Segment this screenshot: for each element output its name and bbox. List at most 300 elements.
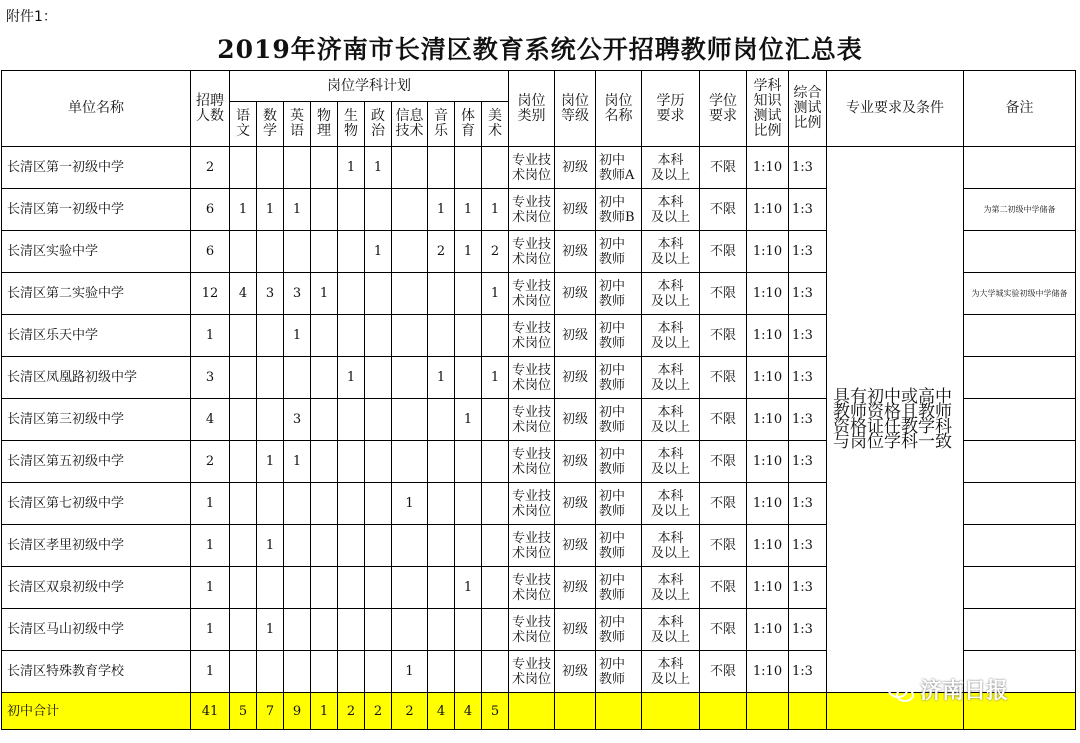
header-post-name: 岗位 名称 bbox=[596, 71, 642, 147]
degree-requirement: 不限 bbox=[700, 189, 747, 231]
post-type: 专业技 术岗位 bbox=[509, 315, 555, 357]
table-row bbox=[2, 147, 1076, 189]
post-name: 初中 教师 bbox=[596, 231, 642, 273]
subject-count bbox=[338, 441, 365, 483]
note-cell: 为第二初级中学储备 bbox=[964, 189, 1076, 231]
knowledge-test-ratio: 1:10 bbox=[747, 441, 789, 483]
unit-name: 长清区第一初级中学 bbox=[2, 147, 191, 189]
post-name: 初中 教师 bbox=[596, 651, 642, 693]
unit-name: 长清区特殊教育学校 bbox=[2, 651, 191, 693]
header-count: 招聘 人数 bbox=[191, 71, 230, 147]
subject-count bbox=[392, 525, 428, 567]
subject-count bbox=[311, 357, 338, 399]
subject-count bbox=[338, 399, 365, 441]
subject-count bbox=[428, 609, 455, 651]
subject-count bbox=[428, 483, 455, 525]
recruit-count: 1 bbox=[191, 651, 230, 693]
degree-requirement: 不限 bbox=[700, 483, 747, 525]
subject-count: 1 bbox=[455, 189, 482, 231]
knowledge-test-ratio: 1:10 bbox=[747, 315, 789, 357]
subject-count bbox=[284, 147, 311, 189]
subject-count: 3 bbox=[284, 399, 311, 441]
subject-count bbox=[428, 273, 455, 315]
subject-count bbox=[365, 609, 392, 651]
degree-requirement: 不限 bbox=[700, 315, 747, 357]
knowledge-test-ratio: 1:10 bbox=[747, 231, 789, 273]
subject-count bbox=[257, 483, 284, 525]
watermark-text: 济南日报 bbox=[920, 679, 1009, 704]
subject-count: 1 bbox=[311, 273, 338, 315]
note-cell bbox=[964, 231, 1076, 273]
total-subject-count: 1 bbox=[311, 693, 338, 730]
subject-count: 1 bbox=[365, 231, 392, 273]
total-subject-count: 4 bbox=[428, 693, 455, 730]
subject-count: 1 bbox=[284, 315, 311, 357]
overall-test-ratio: 1:3 bbox=[789, 399, 827, 441]
overall-test-ratio: 1:3 bbox=[789, 357, 827, 399]
subject-count bbox=[455, 273, 482, 315]
overall-test-ratio: 1:3 bbox=[789, 525, 827, 567]
subject-count bbox=[284, 525, 311, 567]
subject-count bbox=[428, 567, 455, 609]
note-cell bbox=[964, 147, 1076, 189]
subject-count bbox=[428, 399, 455, 441]
header-knowledge-ratio: 学科 知识 测试 比例 bbox=[747, 71, 789, 147]
subject-count: 1 bbox=[482, 357, 509, 399]
post-type: 专业技 术岗位 bbox=[509, 525, 555, 567]
post-name: 初中 教师 bbox=[596, 273, 642, 315]
overall-test-ratio: 1:3 bbox=[789, 651, 827, 693]
subject-count bbox=[311, 147, 338, 189]
recruit-count: 1 bbox=[191, 483, 230, 525]
education-requirement: 本科 及以上 bbox=[642, 441, 700, 483]
subject-count bbox=[311, 525, 338, 567]
subject-count bbox=[311, 483, 338, 525]
subject-count bbox=[392, 231, 428, 273]
subject-count: 1 bbox=[455, 567, 482, 609]
education-requirement: 本科 及以上 bbox=[642, 483, 700, 525]
subject-count bbox=[365, 651, 392, 693]
subject-count bbox=[428, 147, 455, 189]
subject-count bbox=[455, 651, 482, 693]
degree-requirement: 不限 bbox=[700, 567, 747, 609]
knowledge-test-ratio: 1:10 bbox=[747, 399, 789, 441]
subject-count bbox=[482, 399, 509, 441]
post-level: 初级 bbox=[555, 357, 596, 399]
note-cell bbox=[964, 483, 1076, 525]
header-requirements: 专业要求及条件 bbox=[827, 71, 964, 147]
note-cell bbox=[964, 357, 1076, 399]
overall-test-ratio: 1:3 bbox=[789, 483, 827, 525]
knowledge-test-ratio: 1:10 bbox=[747, 525, 789, 567]
post-type: 专业技 术岗位 bbox=[509, 231, 555, 273]
subject-count bbox=[284, 483, 311, 525]
unit-name: 长清区第五初级中学 bbox=[2, 441, 191, 483]
total-subject-count: 9 bbox=[284, 693, 311, 730]
attachment-label: 附件1： bbox=[6, 9, 57, 25]
post-name: 初中 教师 bbox=[596, 357, 642, 399]
total-empty-cell bbox=[509, 693, 555, 730]
header-plan: 岗位学科计划 bbox=[230, 71, 509, 102]
unit-name: 长清区乐天中学 bbox=[2, 315, 191, 357]
post-name: 初中 教师 bbox=[596, 567, 642, 609]
post-name: 初中 教师 bbox=[596, 483, 642, 525]
education-requirement: 本科 及以上 bbox=[642, 231, 700, 273]
education-requirement: 本科 及以上 bbox=[642, 525, 700, 567]
overall-test-ratio: 1:3 bbox=[789, 315, 827, 357]
subject-count bbox=[365, 525, 392, 567]
post-level: 初级 bbox=[555, 609, 596, 651]
degree-requirement: 不限 bbox=[700, 147, 747, 189]
subject-count: 1 bbox=[482, 189, 509, 231]
subject-count bbox=[311, 399, 338, 441]
subject-count bbox=[482, 609, 509, 651]
subject-count bbox=[311, 609, 338, 651]
total-empty-cell bbox=[642, 693, 700, 730]
recruit-count: 12 bbox=[191, 273, 230, 315]
degree-requirement: 不限 bbox=[700, 231, 747, 273]
header-subject: 体 育 bbox=[455, 102, 482, 147]
subject-count bbox=[230, 315, 257, 357]
subject-count bbox=[338, 483, 365, 525]
recruit-count: 4 bbox=[191, 399, 230, 441]
post-level: 初级 bbox=[555, 483, 596, 525]
note-cell bbox=[964, 315, 1076, 357]
total-empty-cell bbox=[700, 693, 747, 730]
post-type: 专业技 术岗位 bbox=[509, 483, 555, 525]
overall-test-ratio: 1:3 bbox=[789, 231, 827, 273]
subject-count: 1 bbox=[338, 357, 365, 399]
knowledge-test-ratio: 1:10 bbox=[747, 357, 789, 399]
post-level: 初级 bbox=[555, 525, 596, 567]
subject-count bbox=[365, 441, 392, 483]
degree-requirement: 不限 bbox=[700, 399, 747, 441]
header-subject: 数 学 bbox=[257, 102, 284, 147]
post-name: 初中 教师B bbox=[596, 189, 642, 231]
subject-count bbox=[257, 231, 284, 273]
post-name: 初中 教师A bbox=[596, 147, 642, 189]
recruit-count: 1 bbox=[191, 315, 230, 357]
total-subject-count: 2 bbox=[338, 693, 365, 730]
subject-count bbox=[230, 441, 257, 483]
total-label: 初中合计 bbox=[2, 693, 191, 730]
post-type: 专业技 术岗位 bbox=[509, 189, 555, 231]
subject-count bbox=[365, 315, 392, 357]
post-type: 专业技 术岗位 bbox=[509, 567, 555, 609]
note-cell: 为大学城实验初级中学储备 bbox=[964, 273, 1076, 315]
subject-count bbox=[392, 441, 428, 483]
subject-count bbox=[455, 441, 482, 483]
subject-count: 3 bbox=[257, 273, 284, 315]
total-empty-cell bbox=[596, 693, 642, 730]
subject-count bbox=[284, 609, 311, 651]
subject-count bbox=[230, 483, 257, 525]
subject-count bbox=[338, 273, 365, 315]
overall-test-ratio: 1:3 bbox=[789, 273, 827, 315]
post-name: 初中 教师 bbox=[596, 525, 642, 567]
note-cell bbox=[964, 441, 1076, 483]
subject-count bbox=[311, 441, 338, 483]
subject-count bbox=[392, 189, 428, 231]
recruit-count: 1 bbox=[191, 609, 230, 651]
post-name: 初中 教师 bbox=[596, 315, 642, 357]
post-type: 专业技 术岗位 bbox=[509, 609, 555, 651]
degree-requirement: 不限 bbox=[700, 357, 747, 399]
header-overall-ratio: 综合 测试 比例 bbox=[789, 71, 827, 147]
education-requirement: 本科 及以上 bbox=[642, 567, 700, 609]
header-subject: 音 乐 bbox=[428, 102, 455, 147]
total-subject-count: 5 bbox=[230, 693, 257, 730]
recruit-count: 3 bbox=[191, 357, 230, 399]
total-empty-cell bbox=[789, 693, 827, 730]
post-level: 初级 bbox=[555, 567, 596, 609]
post-level: 初级 bbox=[555, 273, 596, 315]
subject-count: 1 bbox=[392, 651, 428, 693]
post-level: 初级 bbox=[555, 147, 596, 189]
subject-count bbox=[230, 147, 257, 189]
education-requirement: 本科 及以上 bbox=[642, 147, 700, 189]
knowledge-test-ratio: 1:10 bbox=[747, 567, 789, 609]
subject-count bbox=[257, 147, 284, 189]
subject-count: 2 bbox=[482, 231, 509, 273]
education-requirement: 本科 及以上 bbox=[642, 399, 700, 441]
recruit-count: 2 bbox=[191, 147, 230, 189]
watermark bbox=[888, 674, 1008, 705]
total-empty-cell bbox=[555, 693, 596, 730]
subject-count bbox=[257, 567, 284, 609]
subject-count bbox=[284, 651, 311, 693]
unit-name: 长清区实验中学 bbox=[2, 231, 191, 273]
subject-count bbox=[230, 231, 257, 273]
post-level: 初级 bbox=[555, 651, 596, 693]
unit-name: 长清区孝里初级中学 bbox=[2, 525, 191, 567]
note-cell bbox=[964, 525, 1076, 567]
subject-count bbox=[392, 399, 428, 441]
subject-count bbox=[257, 357, 284, 399]
wechat-icon bbox=[888, 682, 914, 702]
subject-count bbox=[257, 315, 284, 357]
subject-count: 2 bbox=[428, 231, 455, 273]
unit-name: 长清区马山初级中学 bbox=[2, 609, 191, 651]
header-subject: 政 治 bbox=[365, 102, 392, 147]
subject-count bbox=[392, 357, 428, 399]
subject-count: 1 bbox=[428, 357, 455, 399]
unit-name: 长清区第三初级中学 bbox=[2, 399, 191, 441]
header-notes: 备注 bbox=[964, 71, 1076, 147]
subject-count bbox=[230, 399, 257, 441]
education-requirement: 本科 及以上 bbox=[642, 189, 700, 231]
subject-count bbox=[338, 609, 365, 651]
note-cell bbox=[964, 567, 1076, 609]
subject-count bbox=[482, 315, 509, 357]
post-type: 专业技 术岗位 bbox=[509, 273, 555, 315]
subject-count bbox=[338, 651, 365, 693]
total-subject-count: 5 bbox=[482, 693, 509, 730]
post-level: 初级 bbox=[555, 315, 596, 357]
post-name: 初中 教师 bbox=[596, 399, 642, 441]
subject-count bbox=[428, 525, 455, 567]
post-type: 专业技 术岗位 bbox=[509, 441, 555, 483]
subject-count bbox=[365, 273, 392, 315]
subject-count: 1 bbox=[230, 189, 257, 231]
knowledge-test-ratio: 1:10 bbox=[747, 147, 789, 189]
header-subject: 美 术 bbox=[482, 102, 509, 147]
subject-count bbox=[365, 189, 392, 231]
degree-requirement: 不限 bbox=[700, 609, 747, 651]
post-type: 专业技 术岗位 bbox=[509, 357, 555, 399]
subject-count bbox=[284, 231, 311, 273]
education-requirement: 本科 及以上 bbox=[642, 315, 700, 357]
post-type: 专业技 术岗位 bbox=[509, 399, 555, 441]
subject-count bbox=[257, 651, 284, 693]
subject-count bbox=[311, 315, 338, 357]
total-subject-count: 2 bbox=[365, 693, 392, 730]
header-subject: 生 物 bbox=[338, 102, 365, 147]
subject-count: 1 bbox=[284, 189, 311, 231]
subject-count: 3 bbox=[284, 273, 311, 315]
subject-count bbox=[482, 651, 509, 693]
note-cell bbox=[964, 399, 1076, 441]
header-unit: 单位名称 bbox=[2, 71, 191, 147]
recruit-count: 1 bbox=[191, 525, 230, 567]
overall-test-ratio: 1:3 bbox=[789, 567, 827, 609]
education-requirement: 本科 及以上 bbox=[642, 273, 700, 315]
total-subject-count: 4 bbox=[455, 693, 482, 730]
post-level: 初级 bbox=[555, 441, 596, 483]
subject-count bbox=[482, 567, 509, 609]
subject-count: 1 bbox=[455, 231, 482, 273]
degree-requirement: 不限 bbox=[700, 273, 747, 315]
subject-count bbox=[338, 525, 365, 567]
subject-count: 1 bbox=[365, 147, 392, 189]
note-cell bbox=[964, 609, 1076, 651]
subject-count bbox=[284, 357, 311, 399]
education-requirement: 本科 及以上 bbox=[642, 357, 700, 399]
subject-count bbox=[365, 399, 392, 441]
subject-count: 1 bbox=[257, 441, 284, 483]
subject-count: 1 bbox=[455, 399, 482, 441]
total-subject-count: 7 bbox=[257, 693, 284, 730]
post-type: 专业技 术岗位 bbox=[509, 147, 555, 189]
subject-count: 1 bbox=[257, 189, 284, 231]
subject-count: 1 bbox=[338, 147, 365, 189]
subject-count bbox=[230, 525, 257, 567]
subject-count bbox=[365, 357, 392, 399]
knowledge-test-ratio: 1:10 bbox=[747, 651, 789, 693]
knowledge-test-ratio: 1:10 bbox=[747, 483, 789, 525]
subject-count bbox=[311, 189, 338, 231]
total-subject-count: 2 bbox=[392, 693, 428, 730]
recruit-count: 1 bbox=[191, 567, 230, 609]
recruit-count: 6 bbox=[191, 189, 230, 231]
subject-count bbox=[365, 567, 392, 609]
subject-count bbox=[284, 567, 311, 609]
unit-name: 长清区第七初级中学 bbox=[2, 483, 191, 525]
header-education: 学历 要求 bbox=[642, 71, 700, 147]
total-empty-cell bbox=[747, 693, 789, 730]
knowledge-test-ratio: 1:10 bbox=[747, 189, 789, 231]
subject-count: 1 bbox=[392, 483, 428, 525]
recruit-count: 6 bbox=[191, 231, 230, 273]
knowledge-test-ratio: 1:10 bbox=[747, 609, 789, 651]
subject-count bbox=[428, 651, 455, 693]
degree-requirement: 不限 bbox=[700, 441, 747, 483]
subject-count bbox=[482, 525, 509, 567]
degree-requirement: 不限 bbox=[700, 525, 747, 567]
subject-count bbox=[482, 147, 509, 189]
subject-count: 1 bbox=[257, 609, 284, 651]
overall-test-ratio: 1:3 bbox=[789, 609, 827, 651]
requirements-cell: 具有初中或高中教师资格且教师资格证任教学科与岗位学科一致 bbox=[827, 147, 964, 693]
subject-count bbox=[230, 609, 257, 651]
degree-requirement: 不限 bbox=[700, 651, 747, 693]
unit-name: 长清区凤凰路初级中学 bbox=[2, 357, 191, 399]
subject-count bbox=[338, 231, 365, 273]
recruit-count: 2 bbox=[191, 441, 230, 483]
header-subject: 英 语 bbox=[284, 102, 311, 147]
knowledge-test-ratio: 1:10 bbox=[747, 273, 789, 315]
unit-name: 长清区第二实验中学 bbox=[2, 273, 191, 315]
subject-count bbox=[455, 315, 482, 357]
subject-count: 4 bbox=[230, 273, 257, 315]
education-requirement: 本科 及以上 bbox=[642, 609, 700, 651]
subject-count bbox=[230, 357, 257, 399]
subject-count bbox=[365, 483, 392, 525]
post-level: 初级 bbox=[555, 189, 596, 231]
overall-test-ratio: 1:3 bbox=[789, 189, 827, 231]
subject-count bbox=[311, 567, 338, 609]
post-type: 专业技 术岗位 bbox=[509, 651, 555, 693]
subject-count bbox=[392, 567, 428, 609]
subject-count bbox=[455, 357, 482, 399]
subject-count bbox=[455, 609, 482, 651]
subject-count bbox=[392, 609, 428, 651]
post-level: 初级 bbox=[555, 231, 596, 273]
total-count: 41 bbox=[191, 693, 230, 730]
subject-count bbox=[428, 441, 455, 483]
subject-count bbox=[230, 567, 257, 609]
subject-count bbox=[455, 147, 482, 189]
subject-count bbox=[428, 315, 455, 357]
subject-count: 1 bbox=[284, 441, 311, 483]
header-post-level: 岗位 等级 bbox=[555, 71, 596, 147]
subject-count: 1 bbox=[428, 189, 455, 231]
subject-count bbox=[311, 651, 338, 693]
subject-count: 1 bbox=[482, 273, 509, 315]
subject-count bbox=[392, 147, 428, 189]
subject-count bbox=[455, 483, 482, 525]
post-level: 初级 bbox=[555, 399, 596, 441]
subject-count bbox=[338, 189, 365, 231]
post-name: 初中 教师 bbox=[596, 609, 642, 651]
recruitment-table bbox=[1, 70, 1076, 730]
header-post-type: 岗位 类别 bbox=[509, 71, 555, 147]
overall-test-ratio: 1:3 bbox=[789, 147, 827, 189]
subject-count bbox=[482, 441, 509, 483]
overall-test-ratio: 1:3 bbox=[789, 441, 827, 483]
subject-count: 1 bbox=[257, 525, 284, 567]
subject-count bbox=[482, 483, 509, 525]
subject-count bbox=[311, 231, 338, 273]
subject-count bbox=[392, 315, 428, 357]
page-title: 2019年济南市长清区教育系统公开招聘教师岗位汇总表 bbox=[217, 35, 863, 64]
subject-count bbox=[455, 525, 482, 567]
subject-count bbox=[392, 273, 428, 315]
unit-name: 长清区双泉初级中学 bbox=[2, 567, 191, 609]
header-subject: 信息 技术 bbox=[392, 102, 428, 147]
header-degree: 学位 要求 bbox=[700, 71, 747, 147]
education-requirement: 本科 及以上 bbox=[642, 651, 700, 693]
